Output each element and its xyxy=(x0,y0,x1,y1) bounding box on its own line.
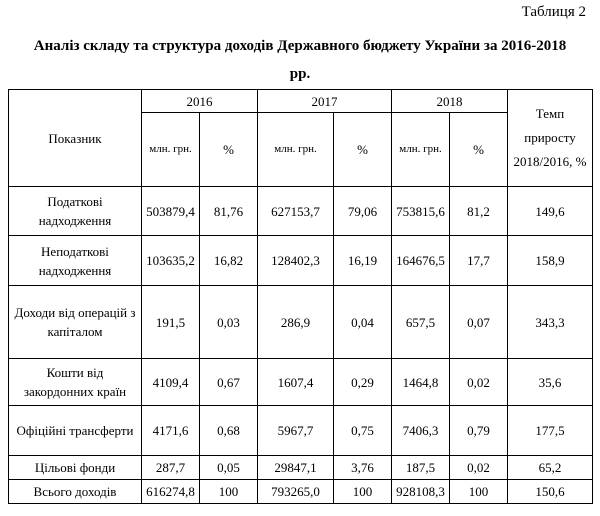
value-2016: 103635,2 xyxy=(142,236,200,286)
value-2018: 7406,3 xyxy=(392,406,450,456)
growth-rate: 150,6 xyxy=(508,480,593,504)
pct-2017: 79,06 xyxy=(334,187,392,236)
header-pct-2018: % xyxy=(450,113,508,187)
header-year-2018: 2018 xyxy=(392,90,508,113)
value-2016: 616274,8 xyxy=(142,480,200,504)
pct-2016: 16,82 xyxy=(200,236,258,286)
header-row-years xyxy=(9,90,593,113)
value-2016: 4171,6 xyxy=(142,406,200,456)
row-label: Офіційні трансферти xyxy=(9,406,142,456)
header-year-2016: 2016 xyxy=(142,90,258,113)
table-row xyxy=(9,456,593,480)
row-label: Цільові фонди xyxy=(9,456,142,480)
header-growth-rate: Темп приросту 2018/2016, % xyxy=(508,90,593,187)
pct-2017: 0,04 xyxy=(334,286,392,359)
value-2018: 928108,3 xyxy=(392,480,450,504)
growth-rate: 35,6 xyxy=(508,359,593,406)
value-2016: 191,5 xyxy=(142,286,200,359)
table-row xyxy=(9,359,593,406)
value-2016: 4109,4 xyxy=(142,359,200,406)
pct-2017: 0,75 xyxy=(334,406,392,456)
value-2018: 1464,8 xyxy=(392,359,450,406)
table-row-total xyxy=(9,480,593,504)
value-2016: 503879,4 xyxy=(142,187,200,236)
pct-2016: 100 xyxy=(200,480,258,504)
pct-2018: 0,79 xyxy=(450,406,508,456)
pct-2018: 17,7 xyxy=(450,236,508,286)
growth-rate: 158,9 xyxy=(508,236,593,286)
growth-rate: 343,3 xyxy=(508,286,593,359)
pct-2016: 0,68 xyxy=(200,406,258,456)
pct-2017: 16,19 xyxy=(334,236,392,286)
value-2017: 128402,3 xyxy=(258,236,334,286)
header-unit-2017: млн. грн. xyxy=(258,113,334,187)
value-2018: 657,5 xyxy=(392,286,450,359)
value-2017: 286,9 xyxy=(258,286,334,359)
pct-2016: 0,03 xyxy=(200,286,258,359)
pct-2018: 0,02 xyxy=(450,456,508,480)
pct-2017: 3,76 xyxy=(334,456,392,480)
header-year-2017: 2017 xyxy=(258,90,392,113)
row-label: Доходи від операцій з капіталом xyxy=(9,286,142,359)
table-number-label: Таблиця 2 xyxy=(521,4,586,20)
header-unit-2016: млн. грн. xyxy=(142,113,200,187)
row-label: Кошти від закордонних країн xyxy=(9,359,142,406)
pct-2016: 0,05 xyxy=(200,456,258,480)
caption-line-2: рр. xyxy=(289,66,311,82)
pct-2018: 100 xyxy=(450,480,508,504)
table-caption xyxy=(0,32,600,88)
value-2018: 164676,5 xyxy=(392,236,450,286)
table-row xyxy=(9,286,593,359)
table-row xyxy=(9,187,593,236)
value-2017: 29847,1 xyxy=(258,456,334,480)
table-row xyxy=(9,236,593,286)
pct-2018: 81,2 xyxy=(450,187,508,236)
value-2018: 187,5 xyxy=(392,456,450,480)
row-label: Всього доходів xyxy=(9,480,142,504)
growth-rate: 177,5 xyxy=(508,406,593,456)
pct-2016: 81,76 xyxy=(200,187,258,236)
pct-2017: 100 xyxy=(334,480,392,504)
pct-2018: 0,07 xyxy=(450,286,508,359)
growth-rate: 65,2 xyxy=(508,456,593,480)
row-label: Неподаткові надходження xyxy=(9,236,142,286)
pct-2016: 0,67 xyxy=(200,359,258,406)
header-pct-2016: % xyxy=(200,113,258,187)
row-label: Податкові надходження xyxy=(9,187,142,236)
header-unit-2018: млн. грн. xyxy=(392,113,450,187)
value-2017: 5967,7 xyxy=(258,406,334,456)
growth-rate: 149,6 xyxy=(508,187,593,236)
table-row xyxy=(9,406,593,456)
value-2017: 1607,4 xyxy=(258,359,334,406)
caption-line-1: Аналіз складу та структура доходів Державного бюджету України за 2016-2018 xyxy=(33,38,567,54)
value-2017: 793265,0 xyxy=(258,480,334,504)
revenue-table xyxy=(8,89,593,504)
value-2016: 287,7 xyxy=(142,456,200,480)
pct-2017: 0,29 xyxy=(334,359,392,406)
pct-2018: 0,02 xyxy=(450,359,508,406)
header-pct-2017: % xyxy=(334,113,392,187)
value-2017: 627153,7 xyxy=(258,187,334,236)
value-2018: 753815,6 xyxy=(392,187,450,236)
header-indicator: Показник xyxy=(9,90,142,187)
